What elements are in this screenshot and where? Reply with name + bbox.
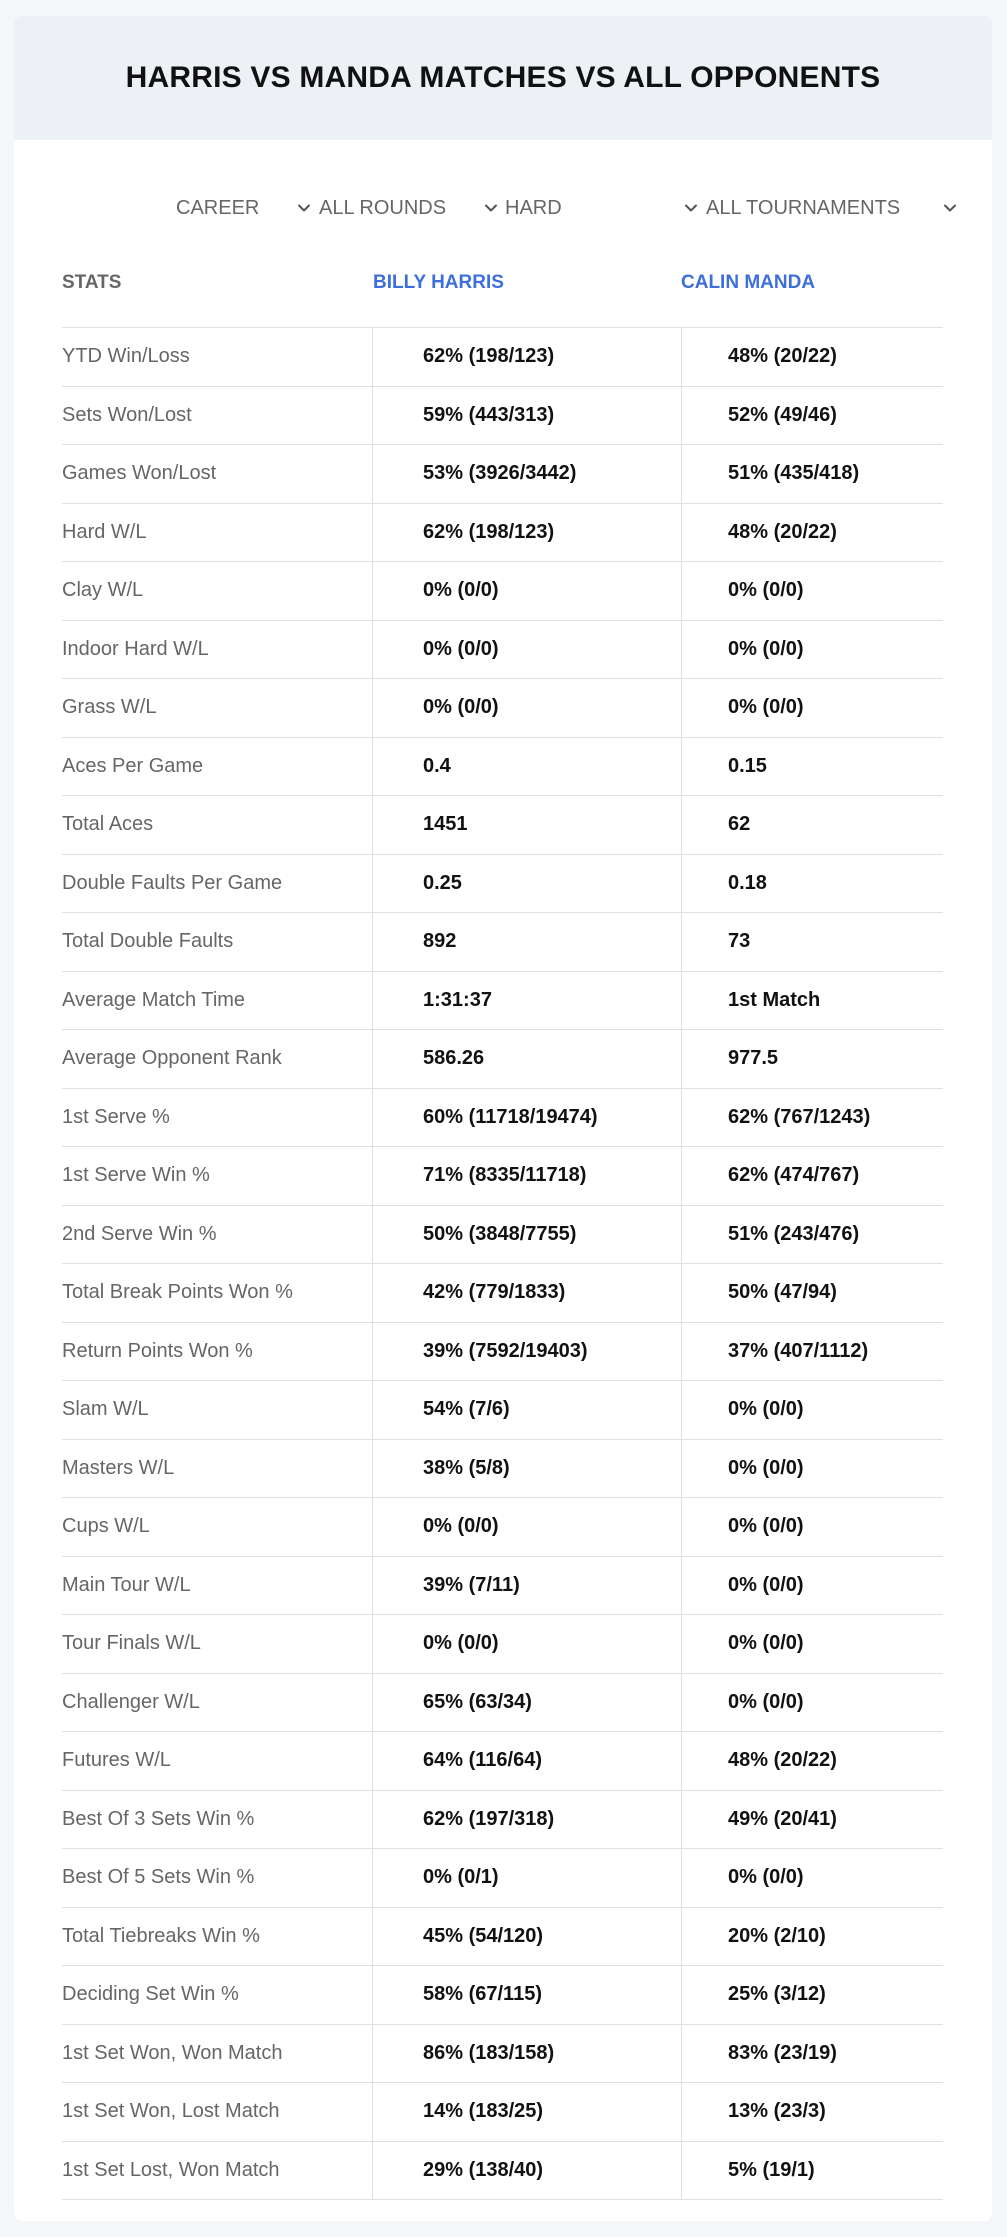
player2-value: 51% (243/476) xyxy=(681,1206,943,1264)
stat-label: Masters W/L xyxy=(62,1456,175,1479)
stat-label: Futures W/L xyxy=(62,1749,171,1772)
stat-label: Deciding Set Win % xyxy=(62,1983,239,2006)
stat-label: Total Tiebreaks Win % xyxy=(62,1924,260,1947)
table-row xyxy=(62,1323,943,1382)
player1-value: 38% (5/8) xyxy=(372,1440,681,1498)
stat-label: 1st Set Lost, Won Match xyxy=(62,2158,280,2181)
player1-value: 1451 xyxy=(372,796,681,854)
player1-value: 0% (0/1) xyxy=(372,1849,681,1907)
table-row xyxy=(62,855,943,914)
chevron-down-icon xyxy=(683,200,699,216)
table-row xyxy=(62,1674,943,1733)
chevron-down-icon xyxy=(296,200,312,216)
player2-value: 0% (0/0) xyxy=(681,679,943,737)
filter-bar xyxy=(14,188,992,228)
player2-value: 0% (0/0) xyxy=(681,562,943,620)
player2-value: 0.18 xyxy=(681,855,943,913)
stat-label: Clay W/L xyxy=(62,579,144,602)
stats-table xyxy=(62,246,943,2200)
player1-value: 60% (11718/19474) xyxy=(372,1089,681,1147)
player2-value: 51% (435/418) xyxy=(681,445,943,503)
player2-value: 0% (0/0) xyxy=(681,1440,943,1498)
player1-value: 586.26 xyxy=(372,1030,681,1088)
table-row xyxy=(62,562,943,621)
table-row xyxy=(62,1381,943,1440)
comparison-card xyxy=(14,16,992,2221)
player1-value: 0.25 xyxy=(372,855,681,913)
table-row xyxy=(62,1264,943,1323)
stat-label: Sets Won/Lost xyxy=(62,403,192,426)
stat-label: Challenger W/L xyxy=(62,1690,200,1713)
stat-label: YTD Win/Loss xyxy=(62,345,190,368)
player2-value: 25% (3/12) xyxy=(681,1966,943,2024)
page-title: HARRIS VS MANDA MATCHES VS ALL OPPONENTS xyxy=(125,61,881,94)
player1-value: 59% (443/313) xyxy=(372,387,681,445)
table-row xyxy=(62,1732,943,1791)
table-row xyxy=(62,1147,943,1206)
player1-value: 50% (3848/7755) xyxy=(372,1206,681,1264)
table-row xyxy=(62,2142,943,2201)
card-header xyxy=(14,16,992,140)
player2-value: 1st Match xyxy=(681,972,943,1030)
player2-value: 0.15 xyxy=(681,738,943,796)
table-row xyxy=(62,387,943,446)
player1-value: 29% (138/40) xyxy=(372,2142,681,2200)
stat-label: 1st Serve Win % xyxy=(62,1164,210,1187)
chevron-down-icon xyxy=(483,200,499,216)
stat-label: Average Match Time xyxy=(62,988,246,1011)
stat-label: Cups W/L xyxy=(62,1515,150,1538)
table-row xyxy=(62,1557,943,1616)
column-header-player1[interactable]: BILLY HARRIS xyxy=(373,272,504,293)
surface-select[interactable] xyxy=(505,188,699,228)
player2-value: 50% (47/94) xyxy=(681,1264,943,1322)
column-header-stats: STATS xyxy=(62,272,122,293)
table-row xyxy=(62,1908,943,1967)
player2-value: 49% (20/41) xyxy=(681,1791,943,1849)
player1-value: 71% (8335/11718) xyxy=(372,1147,681,1205)
rounds-select[interactable] xyxy=(319,188,499,228)
table-row xyxy=(62,445,943,504)
table-header xyxy=(62,246,943,328)
player1-value: 39% (7592/19403) xyxy=(372,1323,681,1381)
table-row xyxy=(62,796,943,855)
table-row xyxy=(62,2083,943,2142)
player2-value: 48% (20/22) xyxy=(681,328,943,386)
stat-label: Hard W/L xyxy=(62,520,147,543)
table-row xyxy=(62,504,943,563)
table-row xyxy=(62,1849,943,1908)
chevron-down-icon xyxy=(942,200,958,216)
player1-value: 58% (67/115) xyxy=(372,1966,681,2024)
player2-value: 37% (407/1112) xyxy=(681,1323,943,1381)
table-body xyxy=(62,328,943,2200)
player2-value: 48% (20/22) xyxy=(681,1732,943,1790)
player2-value: 52% (49/46) xyxy=(681,387,943,445)
stat-label: Double Faults Per Game xyxy=(62,871,283,894)
player1-value: 0.4 xyxy=(372,738,681,796)
table-row xyxy=(62,1030,943,1089)
period-select-value: CAREER xyxy=(176,196,260,219)
player2-value: 62% (767/1243) xyxy=(681,1089,943,1147)
player1-value: 39% (7/11) xyxy=(372,1557,681,1615)
surface-select-value: HARD xyxy=(505,196,562,219)
table-row xyxy=(62,913,943,972)
stat-label: Average Opponent Rank xyxy=(62,1047,282,1070)
player1-value: 42% (779/1833) xyxy=(372,1264,681,1322)
player1-value: 86% (183/158) xyxy=(372,2025,681,2083)
player2-value: 5% (19/1) xyxy=(681,2142,943,2200)
stat-label: 2nd Serve Win % xyxy=(62,1222,217,1245)
table-row xyxy=(62,621,943,680)
table-row xyxy=(62,679,943,738)
player2-value: 13% (23/3) xyxy=(681,2083,943,2141)
player1-value: 65% (63/34) xyxy=(372,1674,681,1732)
table-row xyxy=(62,1440,943,1499)
stat-label: Total Double Faults xyxy=(62,930,234,953)
player1-value: 54% (7/6) xyxy=(372,1381,681,1439)
stat-label: Grass W/L xyxy=(62,696,157,719)
player2-value: 73 xyxy=(681,913,943,971)
player1-value: 0% (0/0) xyxy=(372,1498,681,1556)
player2-value: 48% (20/22) xyxy=(681,504,943,562)
tournaments-select-value: ALL TOURNAMENTS xyxy=(706,196,901,219)
player2-value: 0% (0/0) xyxy=(681,1498,943,1556)
table-row xyxy=(62,1615,943,1674)
table-row xyxy=(62,328,943,387)
table-row xyxy=(62,1206,943,1265)
table-row xyxy=(62,1791,943,1850)
player1-value: 62% (197/318) xyxy=(372,1791,681,1849)
stat-label: Slam W/L xyxy=(62,1398,149,1421)
stat-label: 1st Serve % xyxy=(62,1105,170,1128)
player1-value: 62% (198/123) xyxy=(372,328,681,386)
stat-label: 1st Set Won, Won Match xyxy=(62,2041,283,2064)
player2-value: 0% (0/0) xyxy=(681,621,943,679)
player1-value: 62% (198/123) xyxy=(372,504,681,562)
player2-value: 0% (0/0) xyxy=(681,1674,943,1732)
stat-label: Best Of 3 Sets Win % xyxy=(62,1807,255,1830)
stat-label: Total Break Points Won % xyxy=(62,1281,293,1304)
player2-value: 20% (2/10) xyxy=(681,1908,943,1966)
stat-label: Tour Finals W/L xyxy=(62,1632,201,1655)
player2-value: 0% (0/0) xyxy=(681,1849,943,1907)
table-row xyxy=(62,1089,943,1148)
player1-value: 14% (183/25) xyxy=(372,2083,681,2141)
stat-label: 1st Set Won, Lost Match xyxy=(62,2100,280,2123)
stat-label: Return Points Won % xyxy=(62,1339,253,1362)
column-header-player2[interactable]: CALIN MANDA xyxy=(681,272,816,293)
player1-value: 1:31:37 xyxy=(372,972,681,1030)
table-row xyxy=(62,1498,943,1557)
table-row xyxy=(62,972,943,1031)
player1-value: 892 xyxy=(372,913,681,971)
period-select[interactable] xyxy=(176,188,312,228)
player2-value: 0% (0/0) xyxy=(681,1381,943,1439)
tournaments-select[interactable] xyxy=(706,188,958,228)
player1-value: 45% (54/120) xyxy=(372,1908,681,1966)
stat-label: Indoor Hard W/L xyxy=(62,637,209,660)
stat-label: Games Won/Lost xyxy=(62,462,217,485)
player1-value: 0% (0/0) xyxy=(372,1615,681,1673)
player2-value: 0% (0/0) xyxy=(681,1557,943,1615)
stat-label: Best Of 5 Sets Win % xyxy=(62,1866,255,1889)
rounds-select-value: ALL ROUNDS xyxy=(319,196,447,219)
stat-label: Main Tour W/L xyxy=(62,1573,191,1596)
table-row xyxy=(62,1966,943,2025)
player2-value: 977.5 xyxy=(681,1030,943,1088)
player2-value: 62% (474/767) xyxy=(681,1147,943,1205)
stat-label: Total Aces xyxy=(62,813,154,836)
table-row xyxy=(62,2025,943,2084)
player1-value: 64% (116/64) xyxy=(372,1732,681,1790)
player1-value: 0% (0/0) xyxy=(372,679,681,737)
player1-value: 0% (0/0) xyxy=(372,562,681,620)
player2-value: 62 xyxy=(681,796,943,854)
stat-label: Aces Per Game xyxy=(62,754,204,777)
table-row xyxy=(62,738,943,797)
player2-value: 0% (0/0) xyxy=(681,1615,943,1673)
player1-value: 53% (3926/3442) xyxy=(372,445,681,503)
player2-value: 83% (23/19) xyxy=(681,2025,943,2083)
player1-value: 0% (0/0) xyxy=(372,621,681,679)
